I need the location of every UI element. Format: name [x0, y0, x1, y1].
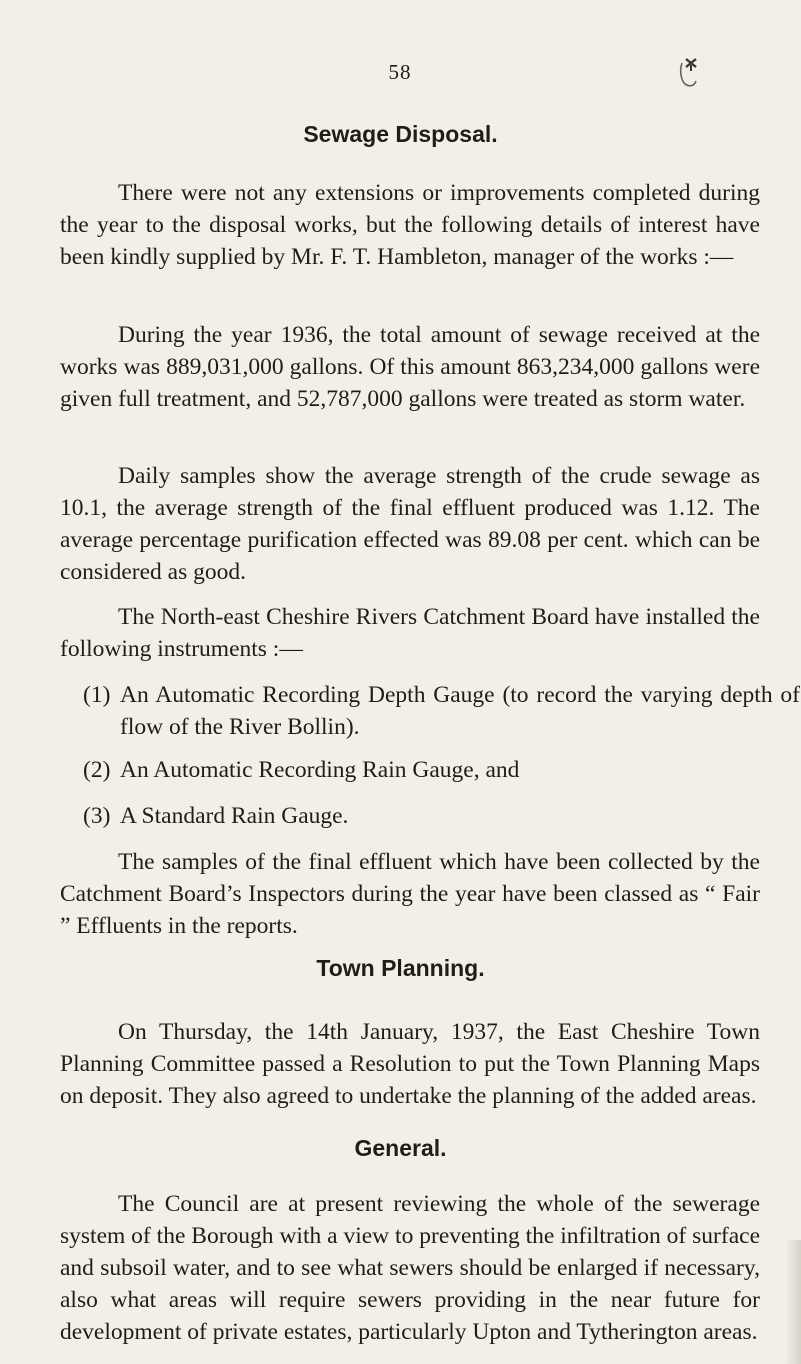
list-item-number: (1) [83, 682, 111, 708]
list-item [83, 800, 800, 832]
paragraph-effluent-classification: The samples of the final effluent which have been collected by the Catchment Board’s Inspectors during the year have been classed as “ Fair ” Effluents in the reports. [60, 849, 760, 939]
paragraph-sewage-volume: During the year 1936, the total amount of sewage received at the works was 889,031,000 gallons. Of this amount 863,234,000 gallons were given full treatment, and 52,787,000 gallons were treated as storm water. [60, 322, 760, 412]
paragraph-sewage-strength: Daily samples show the average strength of the crude sewage as 10.1, the average strength of the final effluent produced was 1.12. The average percentage purification effected was 89.08 per cent. which can be considered as good. [60, 463, 760, 585]
paragraph-instruments-intro: The North-east Cheshire Rivers Catchment Board have installed the following instruments :— [60, 604, 760, 662]
list-item-number: (3) [83, 803, 111, 829]
heading-general: General. [354, 1135, 447, 1161]
paragraph-sewage-intro: There were not any extensions or improvements completed during the year to the disposal works, but the following details of interest have been kindly supplied by Mr. F. T. Hambleton, manager of the works :— [60, 180, 760, 270]
list-item [83, 754, 800, 786]
heading-sewage-disposal: Sewage Disposal. [303, 121, 498, 147]
heading-town-planning: Town Planning. [316, 955, 485, 981]
library-stamp-icon [676, 55, 702, 89]
page-number: 58 [388, 60, 412, 84]
list-item-text: An Automatic Recording Rain Gauge, and [120, 757, 520, 783]
list-item-text: An Automatic Recording Depth Gauge (to record the varying depth of flow of the River Bollin). [120, 682, 800, 740]
list-item-text: A Standard Rain Gauge. [120, 803, 349, 829]
list-item [83, 679, 800, 743]
page-edge-shadow [785, 1240, 801, 1364]
paragraph-town-planning: On Thursday, the 14th January, 1937, the East Cheshire Town Planning Committee passed a Resolution to put the Town Planning Maps on deposit. They also agreed to undertake the planning of the added areas. [60, 1019, 760, 1109]
paragraph-general: The Council are at present reviewing the whole of the sewerage system of the Borough with a view to preventing the infiltration of surface and subsoil water, and to see what sewers should be enlarged if necessary, also what areas will require sewers providing in the near future for development of private estates, particularly Upton and Tytherington areas. [60, 1191, 760, 1345]
list-item-number: (2) [83, 757, 111, 783]
